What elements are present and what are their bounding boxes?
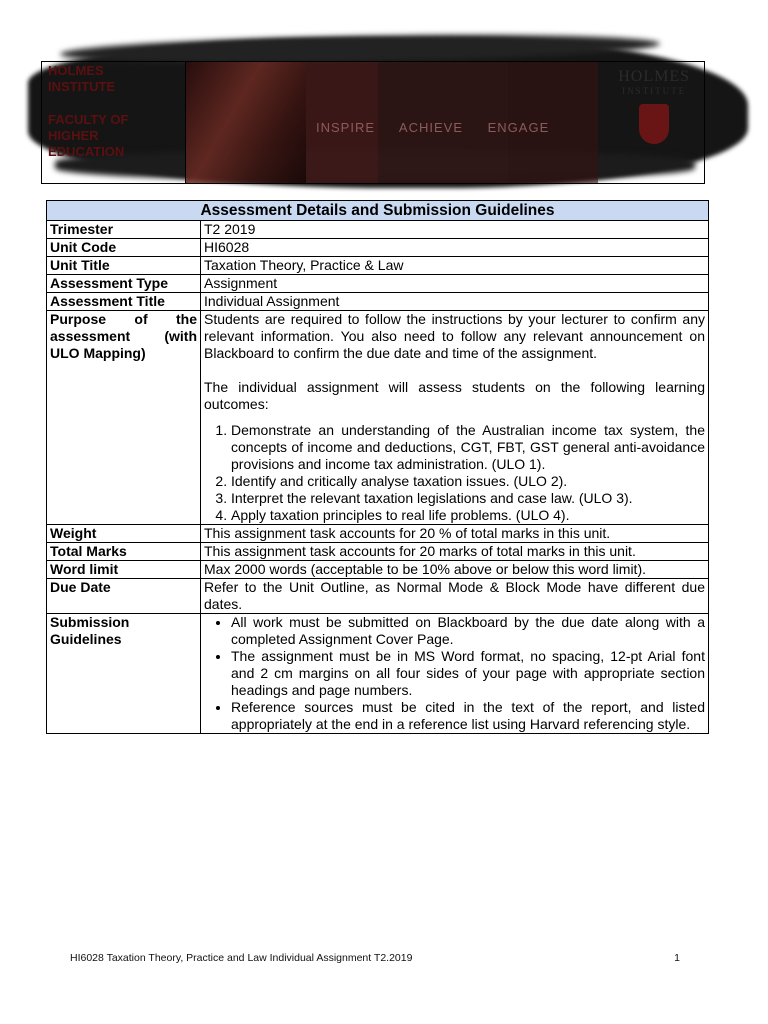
row-label: Due Date (47, 579, 201, 614)
students-photo (186, 62, 306, 183)
row-value: Individual Assignment (201, 293, 709, 311)
row-label: Unit Code (47, 239, 201, 257)
row-value: Taxation Theory, Practice & Law (201, 257, 709, 275)
row-label: Purpose of the assessment (with ULO Mapping) (47, 311, 201, 525)
purpose-paragraph: The individual assignment will assess students on the following learning outcomes: (204, 379, 705, 412)
list-item: • All work must be submitted on Blackboard by the due date along with a completed Assignment Cover Page. (231, 614, 705, 648)
table-row (47, 293, 709, 311)
row-label: Weight (47, 525, 201, 543)
list-item: 1. Demonstrate an understanding of the Australian income tax system, the concepts of income and deductions, CGT, FBT, GST general anti-avoidance provisions and income tax administration. (ULO 1). (231, 422, 705, 473)
header-banner (41, 61, 705, 184)
banner-image (186, 62, 704, 183)
row-label: Trimester (47, 221, 201, 239)
submission-guidelines-list (204, 614, 705, 733)
holmes-logo (618, 68, 690, 144)
row-value: Assignment (201, 275, 709, 293)
assessment-details-table (46, 200, 709, 734)
table-row (47, 275, 709, 293)
table-row (47, 239, 709, 257)
institute-line: HOLMES (48, 63, 104, 78)
crest-icon (639, 104, 669, 144)
submission-value (201, 614, 709, 734)
row-value: T2 2019 (201, 221, 709, 239)
table-row (47, 614, 709, 734)
slogan (316, 120, 569, 135)
slogan-word: INSPIRE (316, 120, 376, 135)
faculty-line: FACULTY OF (48, 112, 129, 127)
table-row (47, 257, 709, 275)
learning-outcomes-list (204, 422, 705, 524)
faculty-line: HIGHER (48, 128, 99, 143)
table-row (47, 311, 709, 525)
table-row (47, 525, 709, 543)
table-row (47, 221, 709, 239)
list-item: • The assignment must be in MS Word format, no spacing, 12-pt Arial font and 2 cm margins on all four sides of your page with appropriate section headings and page numbers. (231, 648, 705, 699)
table-row (47, 561, 709, 579)
row-label: Word limit (47, 561, 201, 579)
list-item: • Reference sources must be cited in the text of the report, and listed appropriately at the end in a reference list using Harvard referencing style. (231, 699, 705, 733)
table-row (47, 543, 709, 561)
logo-title: HOLMES (618, 68, 690, 85)
row-value: Max 2000 words (acceptable to be 10% above or below this word limit). (201, 561, 709, 579)
slogan-word: ENGAGE (487, 120, 550, 135)
row-label: Assessment Type (47, 275, 201, 293)
list-item: 4. Apply taxation principles to real life problems. (ULO 4). (231, 507, 705, 524)
table-row (47, 579, 709, 614)
row-label: Submission Guidelines (47, 614, 201, 734)
slogan-word: ACHIEVE (398, 120, 463, 135)
institute-name-block (42, 62, 186, 183)
purpose-paragraph: Students are required to follow the instructions by your lecturer to confirm any relevant information. You also need to follow any relevant announcement on Blackboard to confirm the due date and time of the assignment. (204, 311, 705, 361)
page-footer (70, 952, 680, 964)
page-number: 1 (674, 952, 680, 964)
logo-subtitle: INSTITUTE (622, 86, 687, 96)
row-label: Total Marks (47, 543, 201, 561)
faculty-line: EDUCATION (48, 144, 125, 159)
list-item: 2. Identify and critically analyse taxation issues. (ULO 2). (231, 473, 705, 490)
list-item: 3. Interpret the relevant taxation legislations and case law. (ULO 3). (231, 490, 705, 507)
table-title: Assessment Details and Submission Guidelines (47, 201, 709, 221)
purpose-value (201, 311, 709, 525)
row-value: This assignment task accounts for 20 marks of total marks in this unit. (201, 543, 709, 561)
row-value: This assignment task accounts for 20 % of total marks in this unit. (201, 525, 709, 543)
row-label: Assessment Title (47, 293, 201, 311)
row-value: HI6028 (201, 239, 709, 257)
row-label: Unit Title (47, 257, 201, 275)
institute-line: INSTITUTE (48, 79, 116, 94)
row-value: Refer to the Unit Outline, as Normal Mode & Block Mode have different due dates. (201, 579, 709, 614)
footer-text: HI6028 Taxation Theory, Practice and Law Individual Assignment T2.2019 (70, 952, 413, 964)
